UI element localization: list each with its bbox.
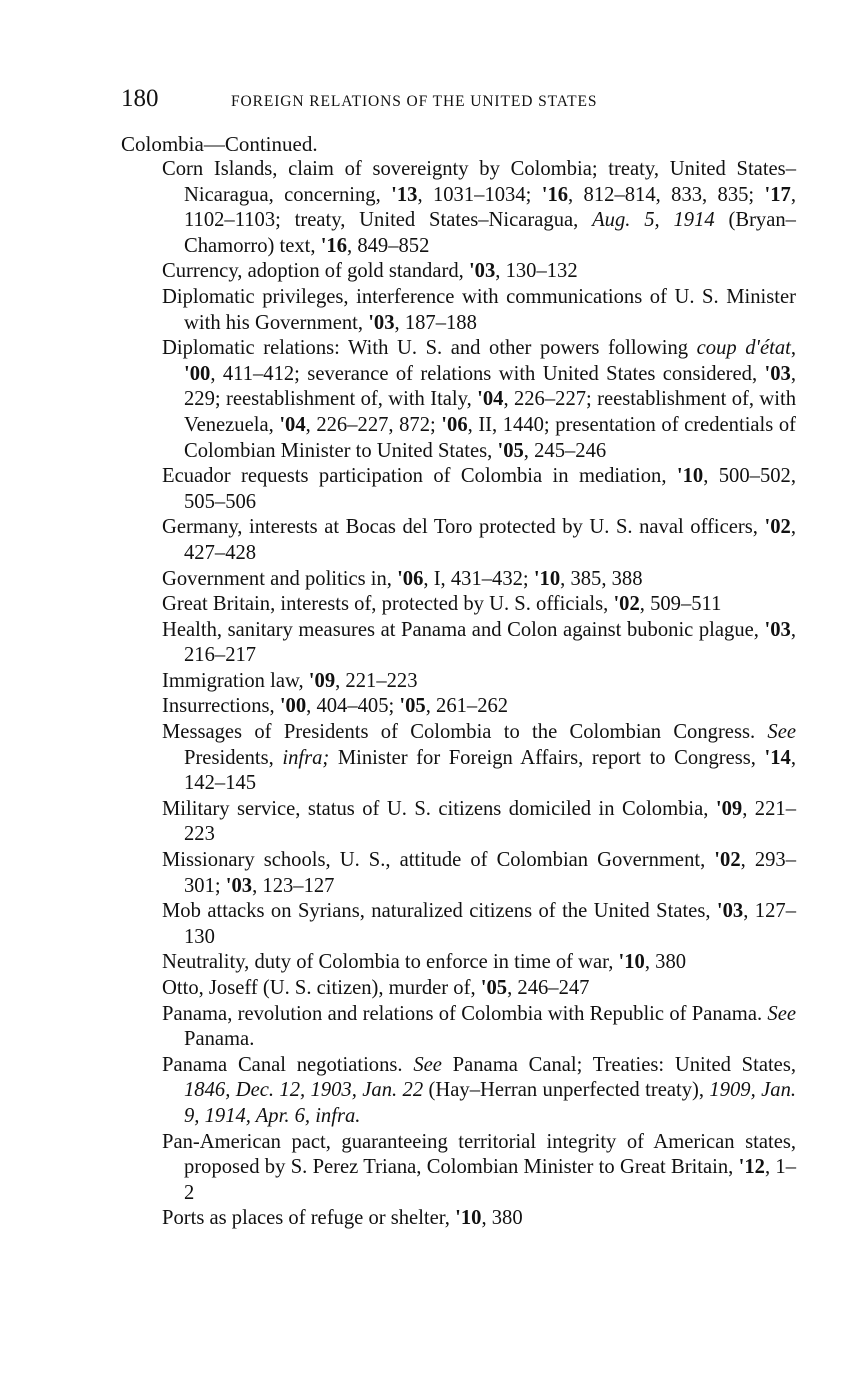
entry-text: , 1102–1103; treaty, United States–Nicaragua, xyxy=(184,183,797,232)
index-entry xyxy=(162,669,796,695)
entry-text: , 404–405; xyxy=(306,695,400,718)
entry-text: , 216–217 xyxy=(184,618,796,667)
entry-text: , 849–852 xyxy=(347,234,430,257)
section-heading: Colombia—Continued. xyxy=(121,132,318,156)
entry-text: Panama, revolution and relations of Colombia with Republic of Panama. xyxy=(162,1002,768,1025)
entry-text: Ports as places of refuge or shelter, xyxy=(162,1207,456,1230)
index-entry xyxy=(162,259,796,285)
entry-text: Immigration law, xyxy=(162,669,309,692)
entry-text: Pan-American pact, guaranteeing territorial integrity of American states, proposed by S. Perez Triana, Colombian Minister to Great Britain, xyxy=(162,1130,796,1179)
index-entry xyxy=(162,694,796,720)
year-ref: '06 xyxy=(441,413,468,436)
year-ref: '05 xyxy=(399,695,426,718)
entry-text: , 427–428 xyxy=(184,516,796,564)
index-entry xyxy=(162,567,796,593)
year-ref: '03 xyxy=(468,260,496,283)
index-entry xyxy=(162,515,796,566)
italic-text: infra; xyxy=(282,746,330,769)
index-entry xyxy=(162,899,796,950)
italic-text: coup d'état xyxy=(696,337,791,360)
year-ref: '10 xyxy=(618,951,645,974)
entry-text: , 142–145 xyxy=(184,746,796,795)
entry-text: , 221–223 xyxy=(335,669,418,692)
index-entry xyxy=(162,464,796,515)
entry-text: , 221–223 xyxy=(184,797,796,846)
entry-text: Corn Islands, claim of sovereignty by Colombia; treaty, United States–Nicaragua, concerning, xyxy=(162,158,796,206)
entry-text: Military service, status of U. S. citizens domiciled in Colombia, xyxy=(162,797,716,820)
year-ref: '10 xyxy=(455,1207,482,1230)
index-entry xyxy=(162,285,796,336)
italic-text: See xyxy=(413,1053,442,1076)
entry-text: Health, sanitary measures at Panama and Colon against bubonic plague, xyxy=(162,618,765,641)
year-ref: '04 xyxy=(279,413,306,436)
page-number: 180 xyxy=(121,85,159,112)
year-ref: '17 xyxy=(764,183,791,206)
year-ref: '12 xyxy=(738,1156,765,1179)
entry-text: , 226–227; reestablishment of, with Venezuela, xyxy=(184,388,796,436)
entry-text: , xyxy=(790,337,796,360)
year-ref: '03 xyxy=(764,618,791,641)
italic-text: 1909, Jan. 9, 1914, Apr. 6, infra. xyxy=(184,1079,797,1127)
index-entry xyxy=(162,336,796,464)
entry-text: , 509–511 xyxy=(639,593,722,616)
entry-text: , I, 431–432; xyxy=(423,567,534,590)
index-entry xyxy=(162,1002,796,1053)
year-ref: '10 xyxy=(676,465,704,488)
year-ref: '09 xyxy=(715,797,743,820)
entry-text: Otto, Joseff (U. S. citizen), murder of, xyxy=(162,977,481,999)
entry-text: , 380 xyxy=(644,951,687,974)
entry-text: (Hay–Herran unperfected treaty), xyxy=(423,1079,710,1102)
year-ref: '04 xyxy=(477,388,504,411)
italic-text: See xyxy=(767,1002,796,1025)
entry-text: Germany, interests at Bocas del Toro protected by U. S. naval officers, xyxy=(162,516,765,539)
entry-text: (Bryan–Chamorro) text, xyxy=(184,209,796,257)
entry-text: Panama Canal negotiations. xyxy=(162,1053,414,1076)
entry-text: , 411–412; severance of relations with United States considered, xyxy=(210,362,765,385)
year-ref: '13 xyxy=(391,183,418,206)
entry-text: Diplomatic privileges, interference with communications of U. S. Minister with his Government, xyxy=(162,285,796,334)
entry-text: Ecuador requests participation of Colombia in mediation, xyxy=(162,465,677,488)
entry-text: , 226–227, 872; xyxy=(305,413,442,436)
index-entry xyxy=(162,720,796,797)
italic-text: 1846, Dec. 12, 1903, Jan. 22 xyxy=(184,1079,424,1102)
index-entry xyxy=(162,618,796,669)
page-header xyxy=(121,84,721,116)
year-ref: '02 xyxy=(714,849,741,872)
entry-text: , 293–301; xyxy=(184,849,797,897)
entry-text: , 261–262 xyxy=(425,695,509,718)
entry-text: , 1–2 xyxy=(184,1156,796,1204)
year-ref: '10 xyxy=(533,567,561,590)
year-ref: '00 xyxy=(279,695,307,718)
index-entry xyxy=(162,976,796,1002)
year-ref: '05 xyxy=(497,439,524,462)
index-entries xyxy=(162,157,796,1232)
entry-text: , 380 xyxy=(481,1207,523,1230)
entry-text: Government and politics in, xyxy=(162,567,398,590)
year-ref: '03 xyxy=(716,900,744,923)
year-ref: '00 xyxy=(184,362,211,385)
entry-text: , 123–127 xyxy=(252,874,335,897)
entry-text: , 812–814, 833, 835; xyxy=(568,183,765,206)
entry-text: Minister for Foreign Affairs, report to Congress, xyxy=(329,746,765,769)
year-ref: '05 xyxy=(480,977,508,999)
entry-text: Diplomatic relations: With U. S. and other powers following xyxy=(162,337,697,360)
index-entry xyxy=(162,1053,796,1130)
italic-text: Aug. 5, 1914 xyxy=(592,209,715,232)
year-ref: '02 xyxy=(613,593,640,616)
year-ref: '02 xyxy=(764,516,791,539)
entry-text: Panama Canal; Treaties: United States, xyxy=(441,1053,796,1076)
entry-text: , 385, 388 xyxy=(560,567,643,590)
index-entry xyxy=(162,1206,796,1232)
index-entry xyxy=(162,1130,796,1207)
entry-text: Neutrality, duty of Colombia to enforce in time of war, xyxy=(162,951,619,974)
index-entry xyxy=(162,592,796,618)
index-entry xyxy=(162,848,796,899)
year-ref: '14 xyxy=(764,746,791,769)
italic-text: See xyxy=(767,721,796,744)
entry-text: Currency, adoption of gold standard, xyxy=(162,260,469,283)
year-ref: '03 xyxy=(764,362,791,385)
entry-text: , 246–247 xyxy=(507,977,590,999)
entry-text: , 229; reestablishment of, with Italy, xyxy=(184,362,796,411)
entry-text: , 130–132 xyxy=(495,260,578,283)
entry-text: , 1031–1034; xyxy=(417,183,542,206)
year-ref: '16 xyxy=(541,183,569,206)
entry-text: Great Britain, interests of, protected by U. S. officials, xyxy=(162,593,614,616)
entry-text: , 187–188 xyxy=(394,311,477,334)
index-entry xyxy=(162,797,796,848)
year-ref: '06 xyxy=(397,567,424,590)
year-ref: '03 xyxy=(225,874,253,897)
entry-text: , II, 1440; presentation of credentials of Colombian Minister to United States, xyxy=(184,413,797,462)
entry-text: Insurrections, xyxy=(162,695,280,718)
index-entry xyxy=(162,157,796,259)
index-entry xyxy=(162,950,796,976)
entry-text: , 500–502, 505–506 xyxy=(184,465,796,513)
entry-text: Messages of Presidents of Colombia to the Colombian Congress. xyxy=(162,721,768,744)
entry-text: Presidents, xyxy=(184,746,283,769)
year-ref: '09 xyxy=(308,669,336,692)
year-ref: '16 xyxy=(320,234,348,257)
year-ref: '03 xyxy=(368,311,395,334)
entry-text: Mob attacks on Syrians, naturalized citizens of the United States, xyxy=(162,900,717,923)
entry-text: , 245–246 xyxy=(523,439,607,462)
entry-text: , 127–130 xyxy=(184,900,796,948)
running-head: FOREIGN RELATIONS OF THE UNITED STATES xyxy=(231,93,598,110)
entry-text: Panama. xyxy=(184,1028,255,1051)
entry-text: Missionary schools, U. S., attitude of Colombian Government, xyxy=(162,849,715,872)
